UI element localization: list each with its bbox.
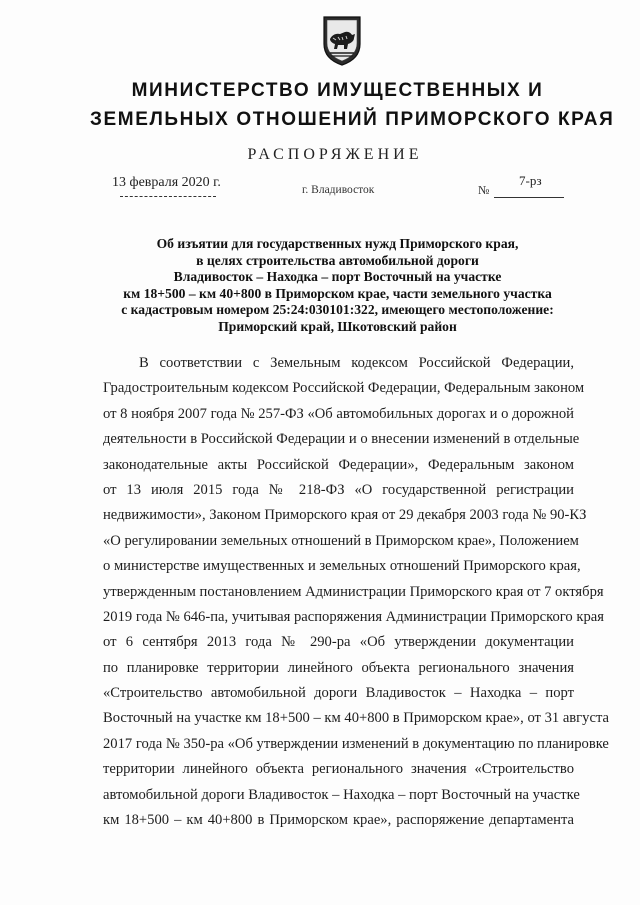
title-line: Владивосток – Находка – порт Восточный на участке	[173, 269, 502, 285]
body-line: от 13 июля 2015 года № 218-ФЗ «О государственной регистрации	[103, 481, 574, 498]
body-line: территории линейного объекта регионального значения «Строительство	[103, 761, 574, 778]
document-date: 13 февраля 2020 г.	[112, 175, 221, 190]
body-line: км 18+500 – км 40+800 в Приморском крае», распоряжение департамента	[103, 812, 574, 829]
title-line: Приморский край, Шкотовский район	[218, 318, 457, 334]
body-line: законодательные акты Российской Федерации», Федеральным законом	[103, 456, 574, 473]
body-line: от 8 ноября 2007 года № 257-ФЗ «Об автомобильных дорогах и о дорожной	[103, 405, 574, 422]
body-line: о министерстве имущественных и земельных отношений Приморского края,	[103, 558, 581, 575]
ministry-name-line-1: МИНИСТЕРСТВО ИМУЩЕСТВЕННЫХ И	[131, 80, 544, 101]
title-line: с кадастровым номером 25:24:030101:322, имеющего местоположение:	[121, 302, 554, 318]
ministry-name-line-2: ЗЕМЕЛЬНЫХ ОТНОШЕНИЙ ПРИМОРСКОГО КРАЯ	[90, 109, 615, 130]
body-line: Восточный на участке км 18+500 – км 40+800 в Приморском крае», от 31 августа	[103, 710, 609, 727]
body-line: по планировке территории линейного объекта регионального значения	[103, 659, 574, 676]
body-line: В соответствии с Земельным кодексом Российской Федерации,	[139, 355, 574, 371]
title-line: км 18+500 – км 40+800 в Приморском крае, части земельного участка	[123, 285, 552, 301]
body-line: утвержденным постановлением Администрации Приморского края от 7 октября	[103, 583, 604, 600]
document-number-label: №	[478, 183, 490, 197]
document-type: РАСПОРЯЖЕНИЕ	[247, 146, 423, 163]
body-line: деятельности в Российской Федерации и о внесении изменений в отдельные	[103, 431, 580, 448]
body-line: автомобильной дороги Владивосток – Находка – порт Восточный на участке	[103, 786, 580, 803]
document-number: 7-рз	[519, 173, 542, 188]
title-line: в целях строительства автомобильной дороги	[196, 252, 479, 268]
document-city: г. Владивосток	[302, 184, 375, 196]
body-line: от 6 сентября 2013 года № 290-ра «Об утверждении документации	[103, 634, 574, 651]
body-line: «О регулировании земельных отношений в Приморском крае», Положением	[103, 532, 579, 549]
title-line: Об изъятии для государственных нужд Приморского края,	[156, 236, 519, 251]
body-line: «Строительство автомобильной дороги Владивосток – Находка – порт	[103, 685, 574, 702]
document-body	[103, 351, 609, 833]
body-line: 2019 года № 646-па, учитывая распоряжения Администрации Приморского края	[103, 608, 604, 625]
body-line: 2017 года № 350-ра «Об утверждении изменений в документацию по планировке	[103, 735, 609, 752]
date-underline	[120, 196, 216, 197]
document-title	[100, 236, 575, 336]
primorsky-krai-coat-of-arms-icon	[321, 14, 363, 66]
body-line: Градостроительным кодексом Российской Федерации, Федеральным законом	[103, 380, 585, 397]
ministry-name	[90, 76, 615, 134]
number-underline	[494, 197, 564, 198]
body-line: недвижимости», Законом Приморского края от 29 декабря 2003 года № 90-КЗ	[103, 507, 587, 524]
